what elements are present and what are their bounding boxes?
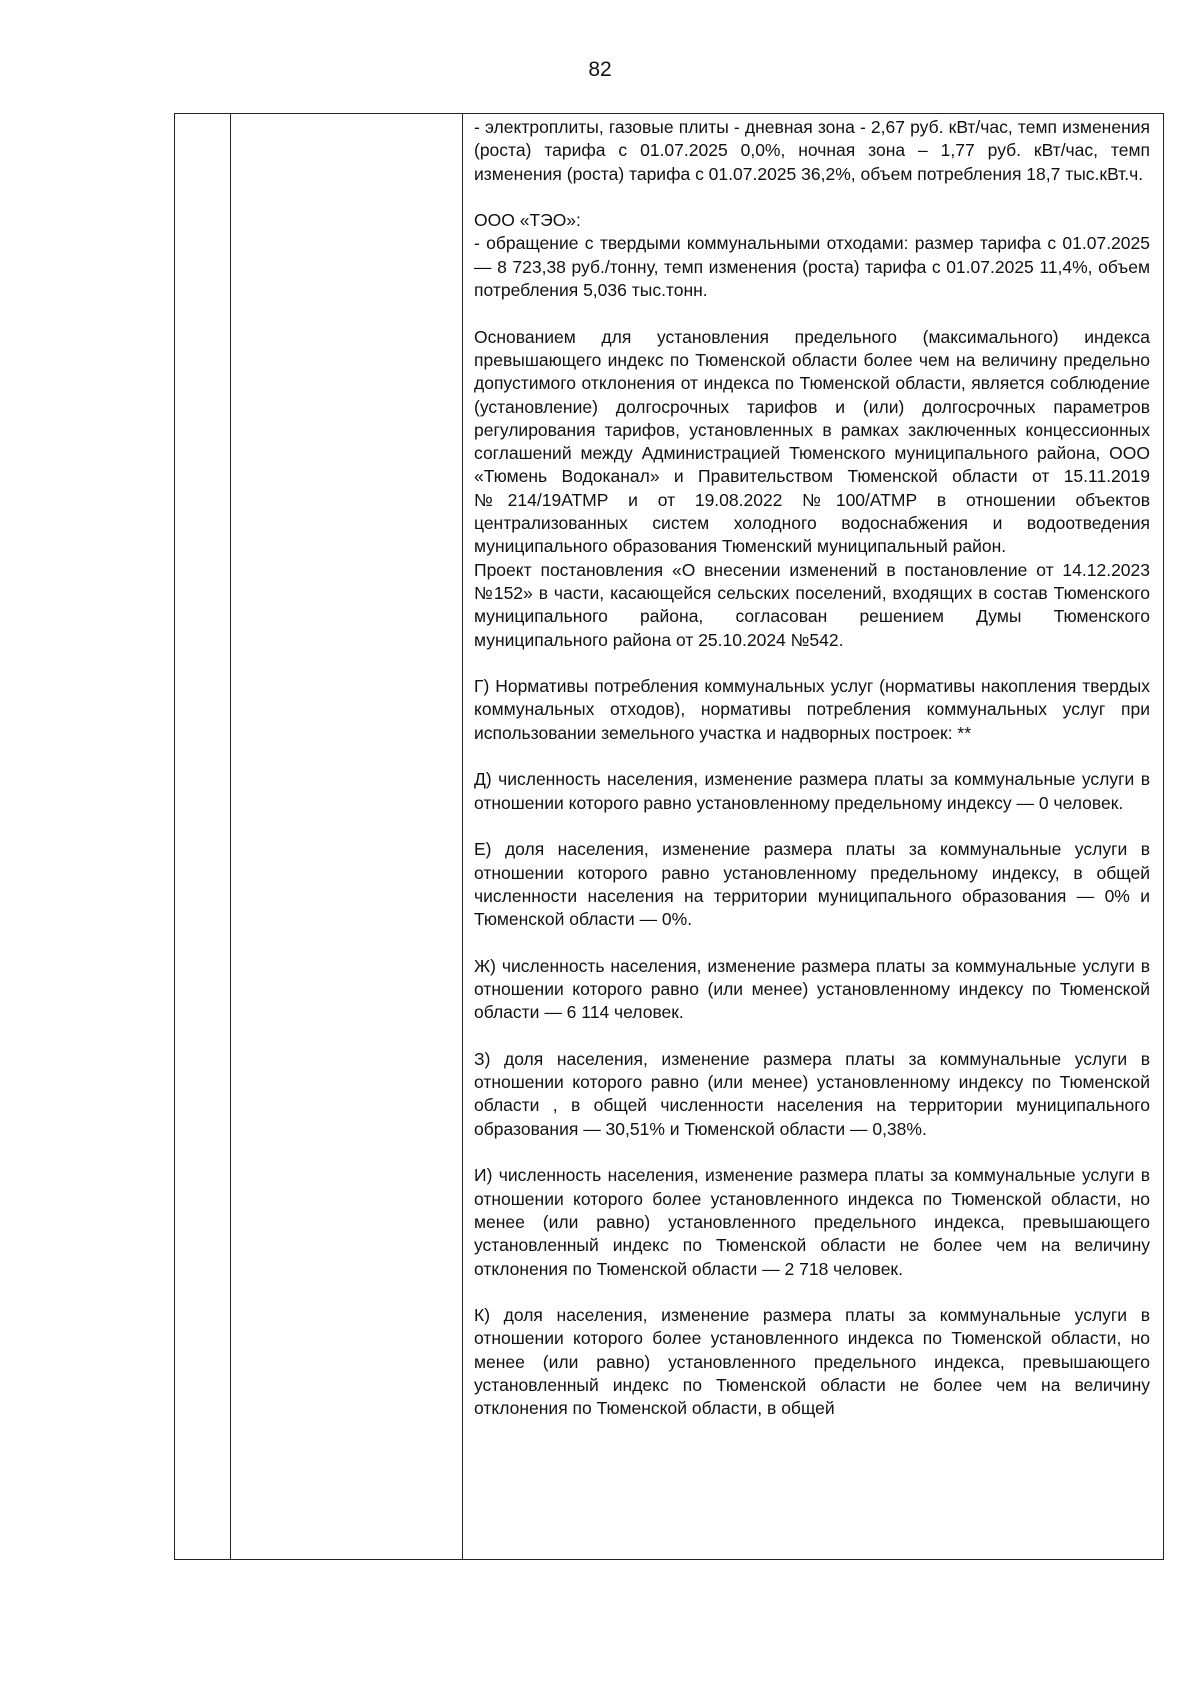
paragraph-teo-heading: ООО «ТЭО»: (474, 210, 581, 231)
paragraph-teo-waste: - обращение с твердыми коммунальными отходами: размер тарифа с 01.07.2025 — 8 723,38 руб./тонну, темп изменения (роста) тарифа с 01.07.2025 11,4%, объем потребления 5,036 тыс.тонн. (474, 233, 1150, 301)
page-number: 82 (588, 58, 612, 81)
paragraph-item-d: Д) численность населения, изменение размера платы за коммунальные услуги в отношении которого равно установленному предельному индексу — 0 человек. (474, 769, 1150, 813)
table-column-divider (230, 114, 231, 1559)
paragraph-basis: Основанием для установления предельного (максимального) индекса превышающего индекс по Тюменской области более чем на величину предельно допустимого отклонения от индекса по Тюменской области, является соблюдение (установление) долгосрочных тарифов и (или) долгосрочных параметров регулирования тарифов, установленных в рамках заключенных концессионных соглашений между Администрацией Тюменского муниципального района, ООО «Тюмень Водоканал» и Правительством Тюменской области от 15.11.2019 №214/19АТМР и от 19.08.2022 №100/АТМР в отношении объектов централизованных систем холодного водоснабжения и водоотведения муниципального образования Тюменский муниципальный район. (474, 326, 1150, 557)
table-column-divider (462, 114, 463, 1559)
table-content-cell (474, 116, 1150, 1421)
document-table (174, 113, 1164, 1560)
paragraph-draft-resolution: Проект постановления «О внесении изменений в постановление от 14.12.2023 №152» в части, касающейся сельских поселений, входящих в состав Тюменского муниципального района, согласован решением Думы Тюменского муниципального района от 25.10.2024 №542. (474, 559, 1150, 650)
paragraph-electric-stoves: - электроплиты, газовые плиты - дневная зона - 2,67 руб. кВт/час, темп изменения (роста) тарифа с 01.07.2025 0,0%, ночная зона – 1,77 руб. кВт/час, темп изменения (роста) тарифа с 01.07.2025 36,2%, объем потребления 18,7 тыс.кВт.ч. (474, 117, 1150, 184)
paragraph-item-z: З) доля населения, изменение размера платы за коммунальные услуги в отношении которого равно (или менее) установленному индексу по Тюменской области , в общей численности населения на территории муниципального образования — 30,51% и Тюменской области — 0,38%. (474, 1048, 1150, 1139)
paragraph-item-e: Е) доля населения, изменение размера платы за коммунальные услуги в отношении которого равно установленному предельному индексу, в общей численности населения на территории муниципального образования — 0% и Тюменской области — 0%. (474, 839, 1150, 930)
paragraph-item-g: Г) Нормативы потребления коммунальных услуг (нормативы накопления твердых коммунальных отходов), нормативы потребления коммунальных услуг при использовании земельного участка и надворных построек: ** (474, 676, 1150, 743)
paragraph-item-zh: Ж) численность населения, изменение размера платы за коммунальные услуги в отношении которого равно (или менее) установленному индексу по Тюменской области — 6 114 человек. (474, 955, 1150, 1023)
paragraph-item-k: К) доля населения, изменение размера платы за коммунальные услуги в отношении которого более установленного индекса по Тюменской области, но менее (или равно) установленного предельного индекса, превышающего установленный индекс по Тюменской области не более чем на величину отклонения по Тюменской области, в общей (474, 1305, 1150, 1419)
paragraph-item-i: И) численность населения, изменение размера платы за коммунальные услуги в отношении которого более установленного индекса по Тюменской области, но менее (или равно) установленного предельного индекса, превышающего установленный индекс по Тюменской области не более чем на величину отклонения по Тюменской области — 2 718 человек. (474, 1165, 1150, 1279)
